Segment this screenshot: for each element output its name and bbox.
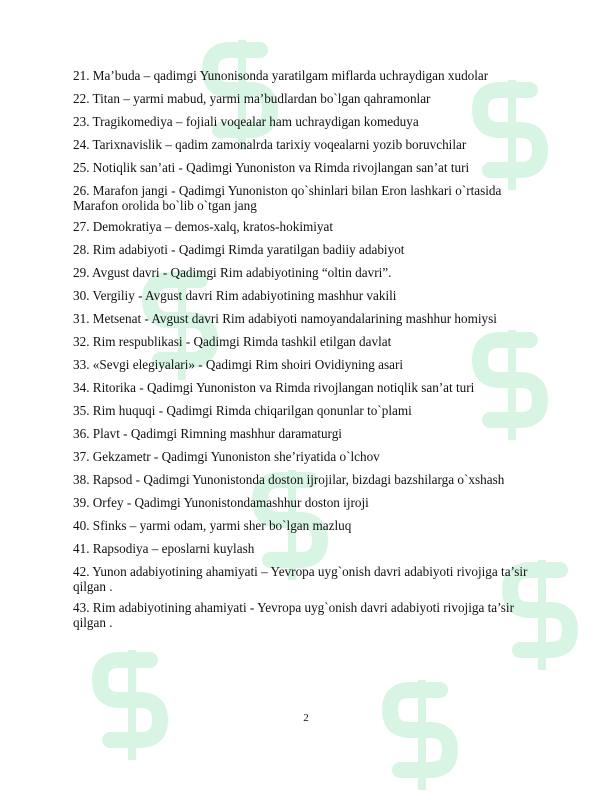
glossary-entry: 25. Notiqlik san’ati - Qadimgi Yunoniston va Rimda rivojlangan san’at turi (73, 160, 470, 175)
glossary-entry: 23. Tragikomediya – fojiali voqealar ham uchraydigan komeduya (73, 114, 419, 129)
glossary-entry: 27. Demokratiya – demos-xalq, kratos-hokimiyat (73, 219, 334, 234)
glossary-entry: 24. Tarixnavislik – qadim zamonalrda tarixiy voqealarni yozib boruvchilar (73, 137, 467, 152)
glossary-entry: 32. Rim respublikasi - Qadimgi Rimda tashkil etilgan davlat (73, 334, 392, 349)
glossary-entry: 42. Yunon adabiyotining ahamiyati – Yevropa uyg`onish davri adabiyoti rivojiga ta’sir qilgan . (73, 564, 528, 594)
glossary-entry: 33. «Sevgi elegiyalari» - Qadimgi Rim shoiri Ovidiyning asari (73, 357, 404, 372)
glossary-entry: 43. Rim adabiyotining ahamiyati - Yevropa uyg`onish davri adabiyoti rivojiga ta’sir qilgan . (73, 600, 514, 630)
glossary-entry: 30. Vergiliy - Avgust davri Rim adabiyotining mashhur vakili (73, 288, 397, 303)
glossary-entry: 26. Marafon jangi - Qadimgi Yunoniston qo`shinlari bilan Eron lashkari o`rtasida Marafon orolida bo`lib o`tgan jang (73, 183, 502, 213)
page-number: 2 (303, 712, 309, 724)
soff-logo-icon (380, 680, 470, 800)
glossary-entry: 36. Plavt - Qadimgi Rimning mashhur daramaturgi (73, 426, 342, 441)
glossary-entry: 22. Titan – yarmi mabud, yarmi ma’budlardan bo`lgan qahramonlar (73, 91, 431, 106)
glossary-entry: 37. Gekzametr - Qadimgi Yunoniston she’riyatida o`lchov (73, 449, 380, 464)
glossary-entry: 39. Orfey - Qadimgi Yunonistondamashhur doston ijroji (73, 495, 369, 510)
glossary-entry: 21. Ma’buda – qadimgi Yunonisonda yaratilgam miflarda uchraydigan xudolar (73, 68, 489, 83)
soff-logo-icon (90, 650, 180, 770)
glossary-entry: 28. Rim adabiyoti - Qadimgi Rimda yaratilgan badiiy adabiyot (73, 242, 405, 257)
glossary-entry: 29. Avgust davri - Qadimgi Rim adabiyotining “oltin davri”. (73, 265, 392, 280)
glossary-list (73, 68, 543, 636)
glossary-entry: 40. Sfinks – yarmi odam, yarmi sher bo`lgan mazluq (73, 518, 352, 533)
glossary-entry: 31. Metsenat - Avgust davri Rim adabiyoti namoyandalarining mashhur homiysi (73, 311, 497, 326)
glossary-entry: 35. Rim huquqi - Qadimgi Rimda chiqarilgan qonunlar to`plami (73, 403, 412, 418)
glossary-entry: 34. Ritorika - Qadimgi Yunoniston va Rimda rivojlangan notiqlik san’at turi (73, 380, 475, 395)
glossary-entry: 41. Rapsodiya – eposlarni kuylash (73, 541, 255, 556)
glossary-entry: 38. Rapsod - Qadimgi Yunonistonda doston ijrojilar, bizdagi bazshilarga o`xshash (73, 472, 505, 487)
